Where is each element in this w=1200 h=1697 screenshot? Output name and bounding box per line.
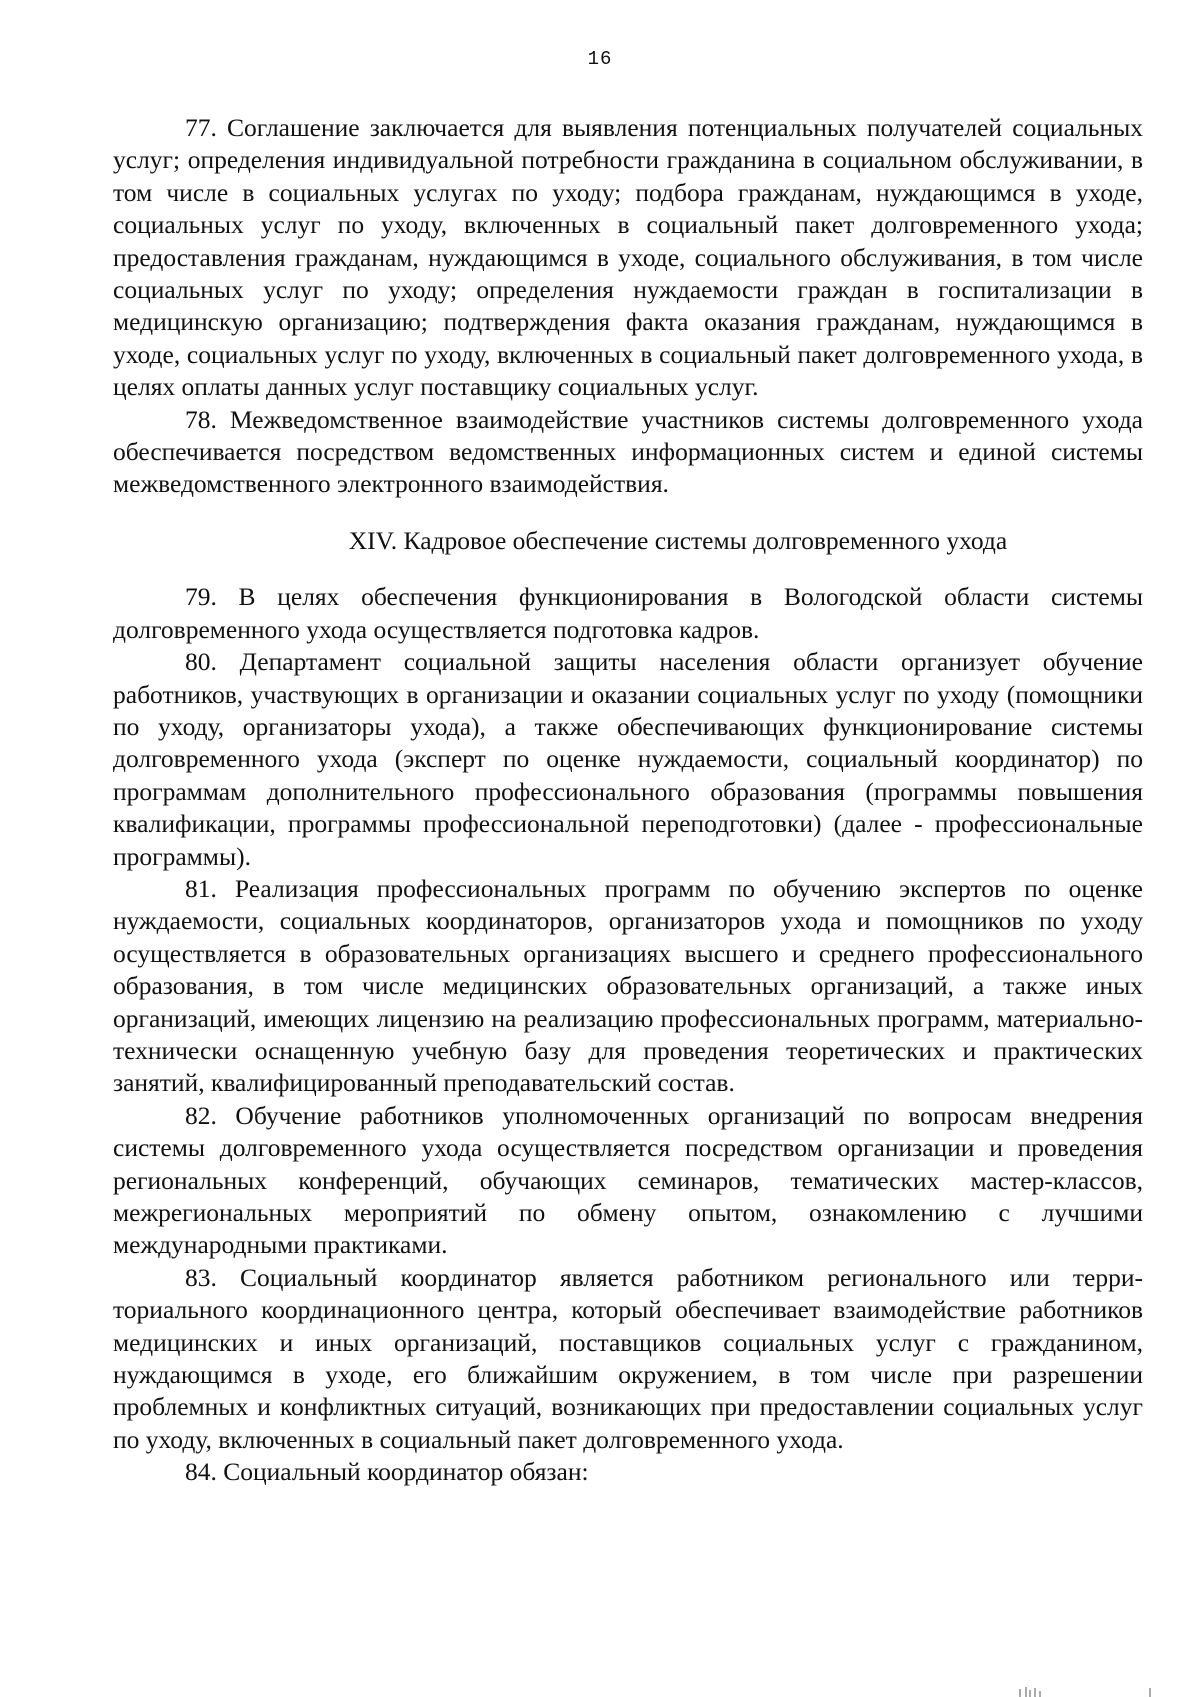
section-heading: XIV. Кадровое обеспечение системы долговременного ухода [348,525,1008,555]
paragraph-78: 78. Межведомственное взаимодействие участников системы долговременного ухода обеспечивается посредством ведомственных информационных систем и единой системы межведомственного электронного взаимодействия. [113,404,1143,499]
paragraph-83: 83. Социальный координатор является работником регионального или территориального координационного центра, который обеспечивает взаимодействие работников медицинских и иных организаций, поставщиков социальных услуг с гражданином, нуждающимся в уходе, его ближайшим окружением, в том числе при разрешении проблемных и конфликтных ситуаций, возникающих при предоставлении социальных услуг по уходу, включенных в социальный пакет долговременного ухода. [113,1262,1143,1454]
paragraph-79: 79. В целях обеспечения функционирования в Вологодской области системы долговременного ухода осуществляется подготовка кадров. [113,582,1143,644]
paragraph-80: 80. Департамент социальной защиты населения области организует обучение работников, участвующих в организации и оказании социальных услуг по уходу (помощники по уходу, организаторы ухода), а также обеспечивающих функционирование системы долговременного ухода (эксперт по оценке нуждаемости, социальный координатор) по программам дополнительного профессионального образования (программы повышения квалификации, программы профессиональной переподготовки) (далее - профессиональные программы). [113,647,1143,871]
paragraph-81: 81. Реализация профессиональных программ по обучению экспертов по оценке нуждаемости, социальных координаторов, организаторов ухода и помощников по уходу осуществляется в образовательных организациях высшего и среднего профессионального образования, в том числе медицинских образовательных организаций, а также иных организаций, имеющих лицензию на реализацию профессиональных программ, материально-технически оснащенную учебную базу для проведения теоретических и практических занятий, квалифицированный преподавательский состав. [113,873,1143,1098]
page-number: 16 [587,48,613,70]
paragraph-77: 77. Соглашение заключается для выявления потенциальных получателей социальных услуг; определения индивидуальной потребности гражданина в социальном обслуживании, в том числе в социальных услугах по уходу; подбора гражданам, нуждающимся в уходе, социальных услуг по уходу, включенных в социальный пакет долговременного ухода; предоставления гражданам, нуждающимся в уходе, социального обслуживания, в том числе социальных услуг по уходу; определения нуждаемости граждан в госпитализации в медицинскую организацию; подтверждения факта оказания гражданам, нуждающимся в уходе, социальных услуг по уходу, включенных в социальный пакет долговременного ухода, в целях оплаты данных услуг поставщику социальных услуг. [113,113,1143,402]
paragraph-84: 84. Социальный координатор обязан: [185,1457,589,1487]
paragraph-82: 82. Обучение работников уполномоченных организаций по вопросам внедрения системы долговременного ухода осуществляется посредством организации и проведения региональных конференций, обучающих семинаров, тематических мастер-классов, межрегиональных мероприятий по обмену опытом, ознакомлению с лучшими международными практиками. [113,1100,1143,1260]
document-body [113,112,1143,1489]
scan-artifact-marks [1000,1683,1160,1697]
